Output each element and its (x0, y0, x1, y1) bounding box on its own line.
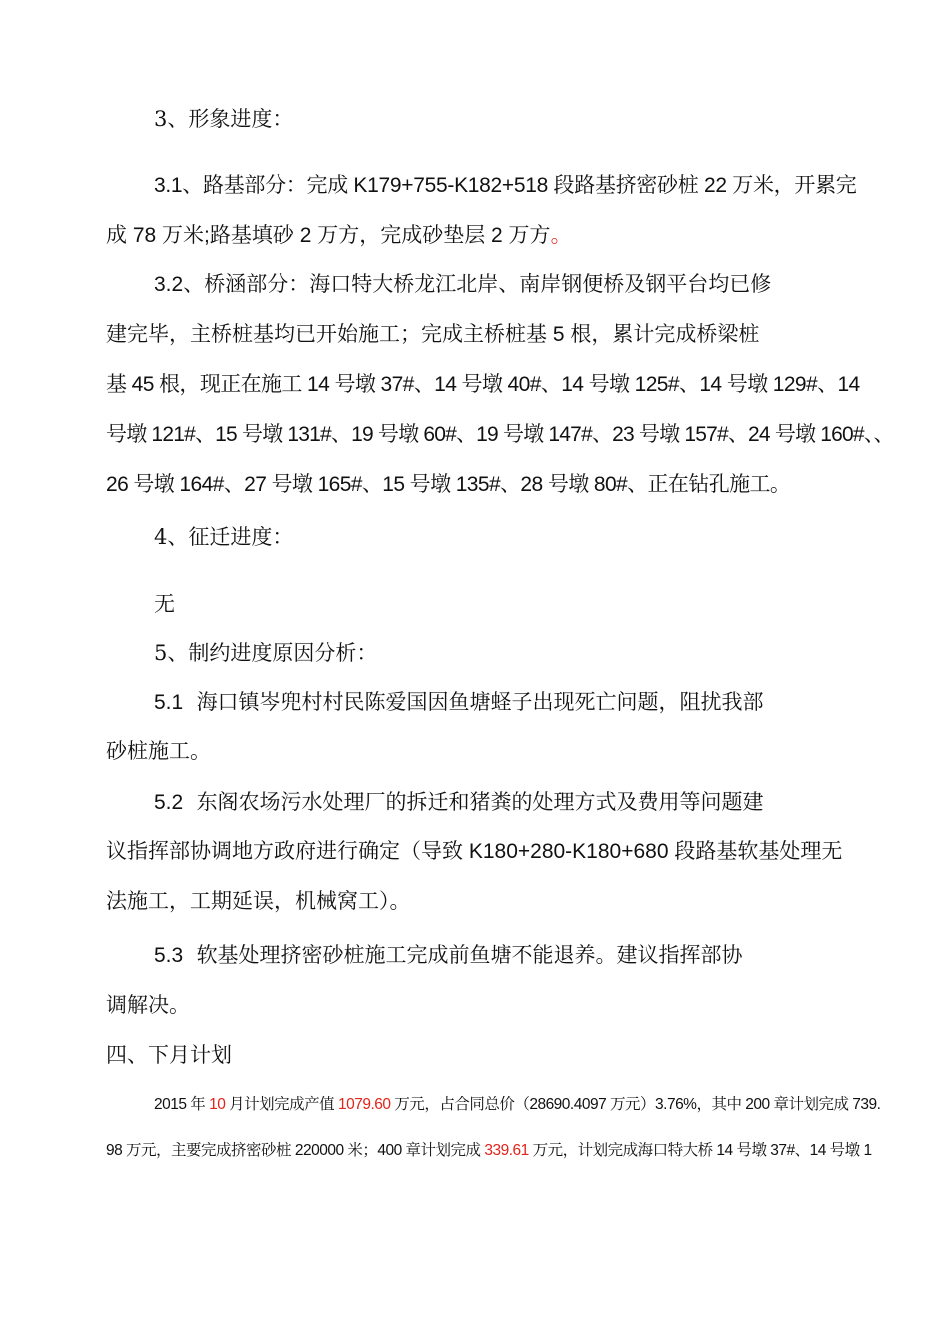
text-segment: 月计划完成产值 (225, 1096, 338, 1113)
item-5-2-line2: 议指挥部协调地方政府进行确定（导致 K180+280-K180+680 段路基软基处理无 (106, 840, 843, 863)
p32-line4: 号墩 121#、15 号墩 131#、19 号墩 60#、19 号墩 147#、23 号墩 157#、24 号墩 160#、、 (106, 423, 894, 446)
text-segment: 万元，计划完成海口特大桥 14 号墩 37#、14 号墩 1 (528, 1142, 872, 1159)
item-text: 东阁农场污水处理厂的拆迁和猪粪的处理方式及费用等问题建 (196, 790, 764, 814)
text-segment: 2015 年 (154, 1096, 210, 1113)
p31-line1: 3.1、路基部分：完成 K179+755-K182+518 段路基挤密砂桩 22 万米，开累完 (154, 174, 857, 197)
item-text: 海口镇岑兜村村民陈爱国因鱼塘蛏子出现死亡问题，阻扰我部 (196, 690, 764, 714)
p31-line2-text: 成 78 万米;路基填砂 2 万方，完成砂垫层 2 万方 (106, 224, 551, 247)
item-number: 5.2 (154, 791, 184, 814)
text-segment: 98 万元，主要完成挤密砂桩 220000 米；400 章计划完成 (106, 1142, 485, 1159)
item-number: 5.1 (154, 691, 184, 714)
p32-line2: 建完毕，主桥桩基均已开始施工；完成主桥桩基 5 根，累计完成桥梁桩 (106, 323, 760, 346)
item-5-3-line2: 调解决。 (106, 993, 190, 1017)
p32-line1: 3.2、桥涵部分：海口特大桥龙江北岸、南岸钢便桥及钢平台均已修 (154, 273, 772, 296)
item-text: 软基处理挤密砂桩施工完成前鱼塘不能退养。建议指挥部协 (196, 943, 743, 967)
section5-heading: 5、制约进度原因分析： (154, 641, 378, 665)
item-5-1-line2: 砂桩施工。 (106, 739, 211, 763)
text-segment: 万元，占合同总价（28690.4097 万元）3.76%，其中 200 章计划完成 739. (390, 1096, 881, 1113)
item-number: 5.3 (154, 944, 184, 967)
p31-line2 (106, 221, 572, 251)
next-month-line2 (106, 1136, 872, 1166)
p32-line3: 基 45 根，现正在施工 14 号墩 37#、14 号墩 40#、14 号墩 125#、14 号墩 129#、14 (106, 373, 860, 396)
section4-content: 无 (154, 592, 175, 616)
item-5-3-line1 (154, 940, 743, 971)
section3-heading: 3、形象进度： (154, 107, 294, 131)
output-value: 1079.60 (337, 1096, 391, 1113)
section4-heading: 4、征迁进度： (154, 525, 294, 549)
item-5-2-line1 (154, 787, 764, 818)
p31-line2-period: 。 (550, 224, 572, 247)
chapter400-value: 339.61 (484, 1142, 529, 1159)
item-5-1-line1 (154, 687, 764, 718)
next-month-line1 (154, 1090, 880, 1120)
p32-line5: 26 号墩 164#、27 号墩 165#、15 号墩 135#、28 号墩 80#、正在钻孔施工。 (106, 473, 791, 496)
next-month-heading: 四、下月计划 (106, 1043, 232, 1067)
month-value: 10 (209, 1096, 226, 1113)
item-5-2-line3: 法施工，工期延误，机械窝工）。 (106, 889, 411, 913)
